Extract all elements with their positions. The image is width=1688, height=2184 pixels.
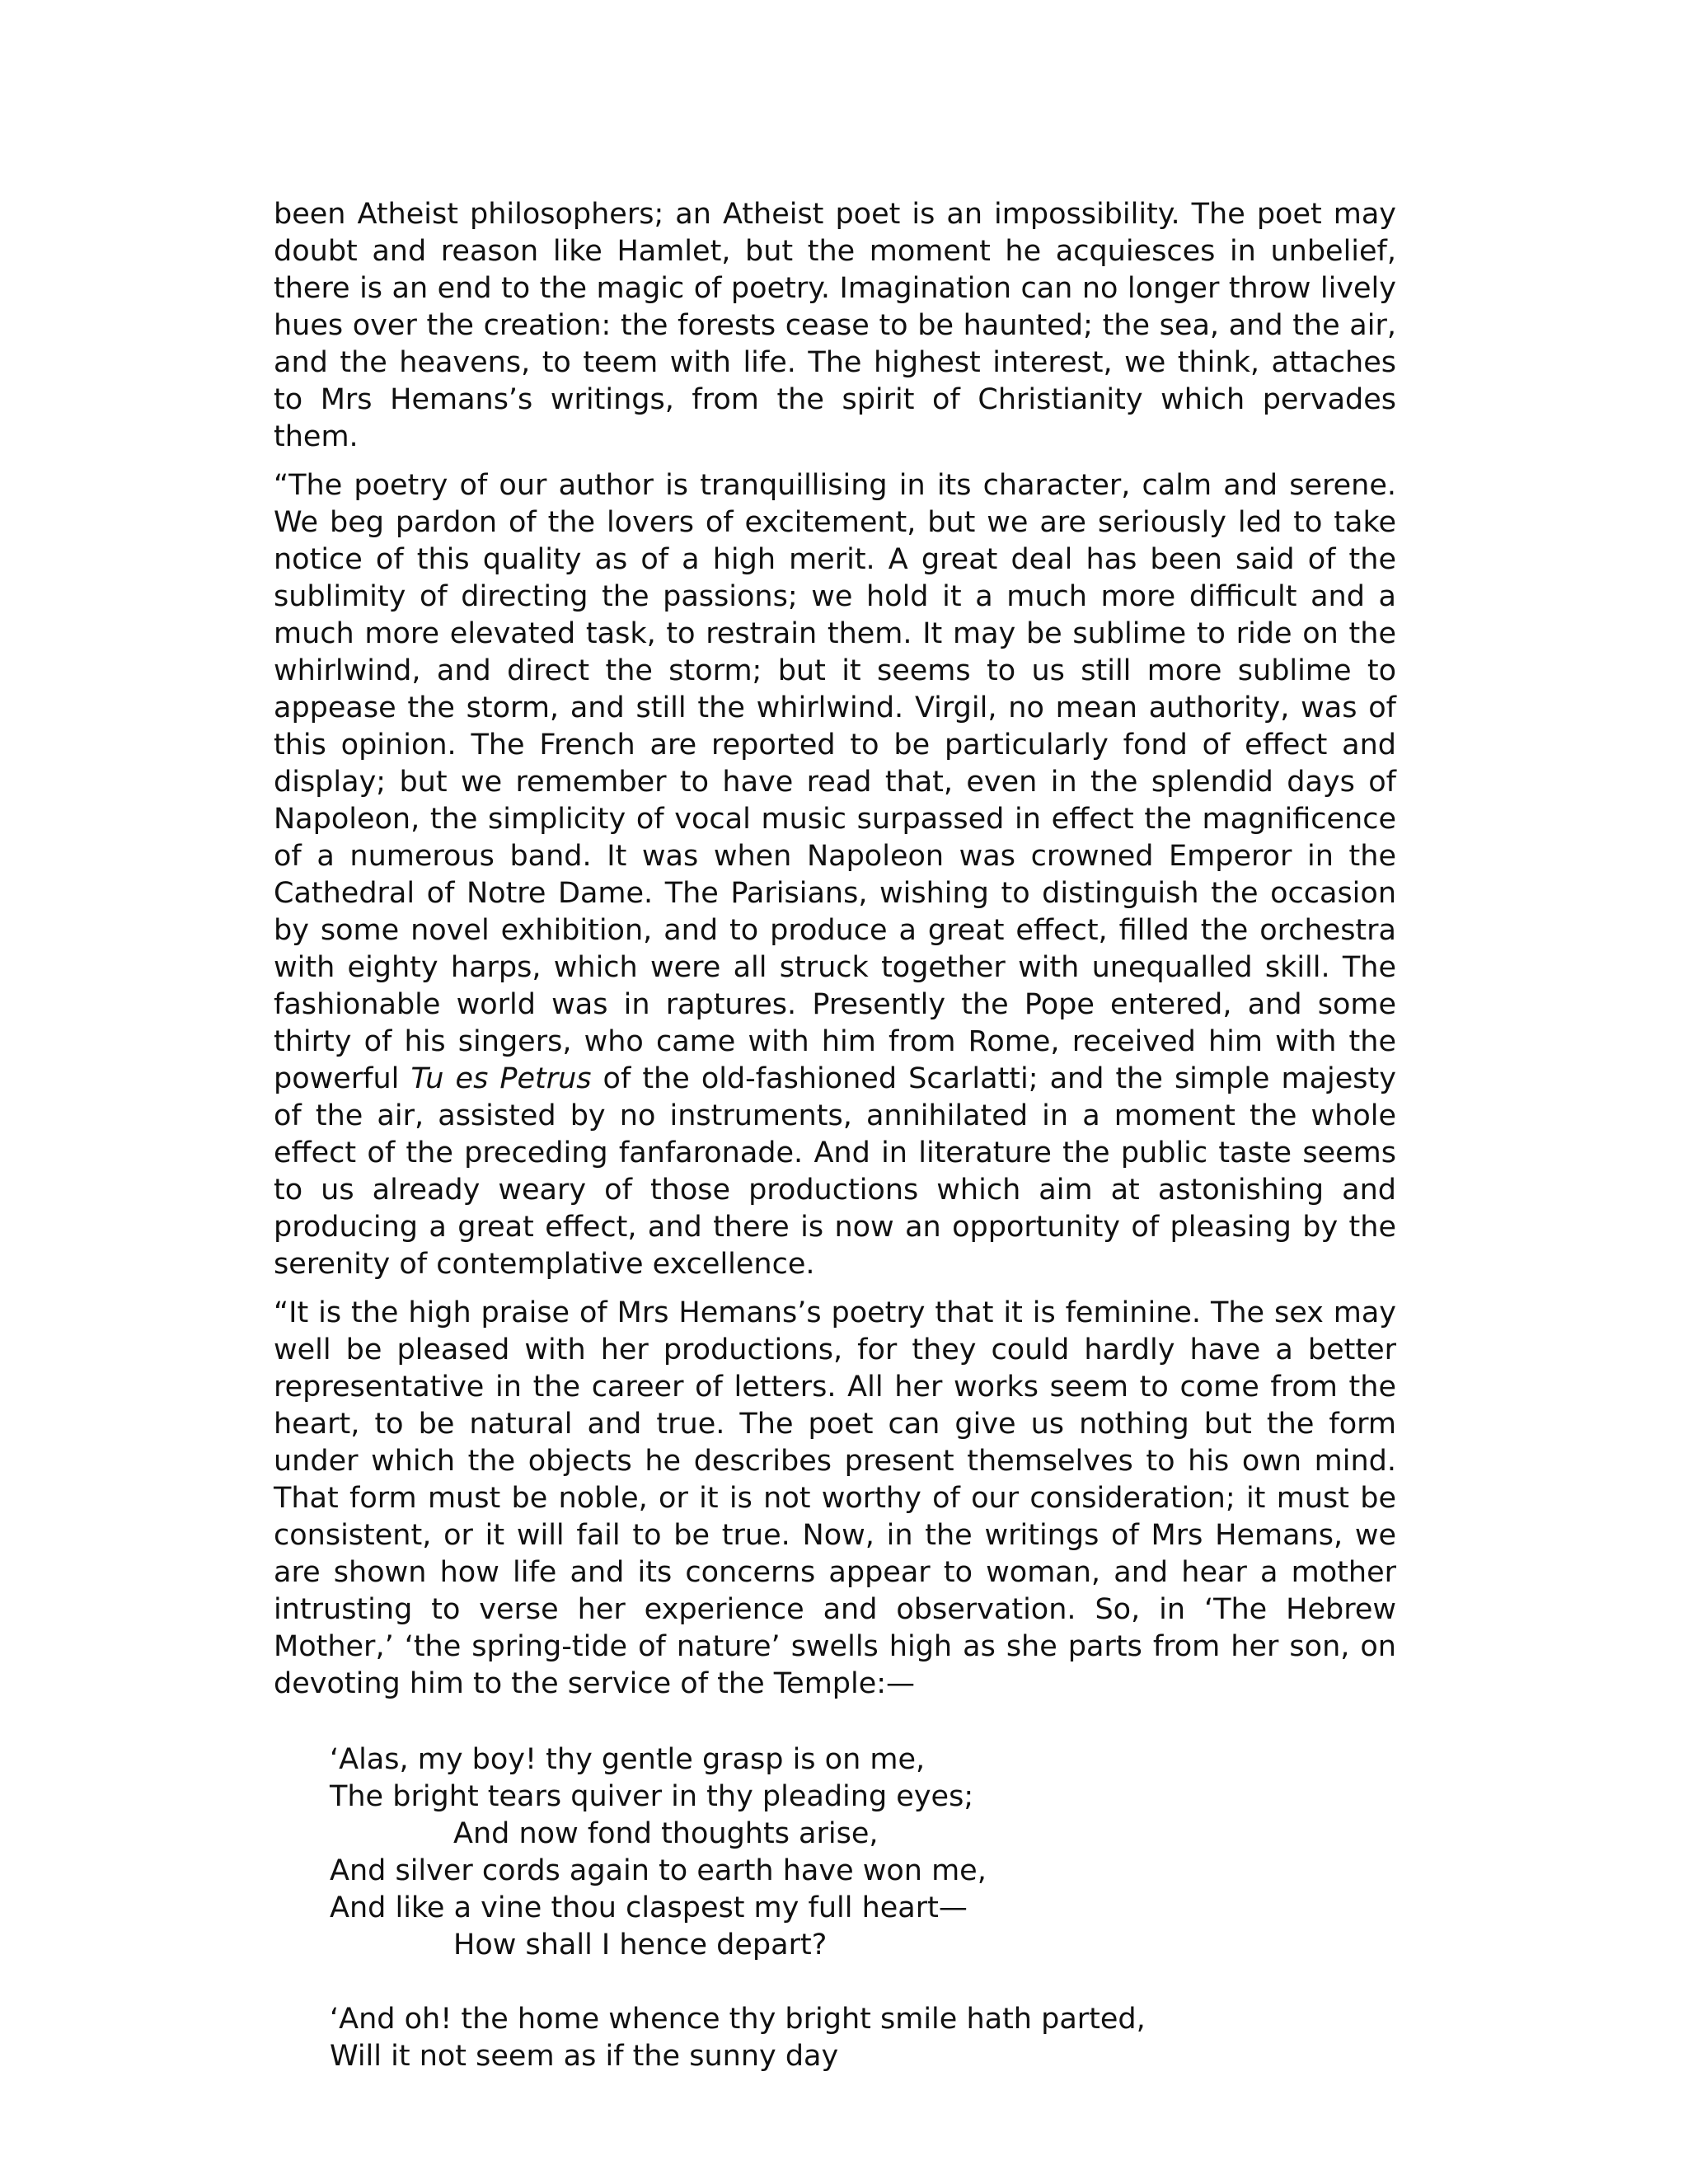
poem-line-indented: And now fond thoughts arise,	[453, 1817, 879, 1850]
poem-line: Will it not seem as if the sunny day	[330, 2040, 839, 2073]
poem-quotation	[330, 1741, 1396, 2075]
italic-title-tu-es-petrus: Tu es Petrus	[410, 1062, 592, 1095]
poem-stanza	[330, 1741, 1396, 1964]
paragraph-text-after-italic: of the old-fashioned Scarlatti; and the simple majesty of the air, assisted by no instruments, annihilated in a moment the whole effect of the preceding fanfaronade. And in literature the public taste seems to us already weary of those productions which aim at astonishing and producing a great effect, and there is now an opportunity of pleasing by the serenity of contemplative excellence.	[274, 1062, 1396, 1281]
poem-line: ‘Alas, my boy! thy gentle grasp is on me,	[330, 1743, 926, 1776]
poem-line: ‘And oh! the home whence thy bright smile hath parted,	[330, 2003, 1146, 2036]
paragraph-text-before-italic: “The poetry of our author is tranquillising in its character, calm and serene. We beg pardon of the lovers of excitement, but we are seriously led to take notice of this quality as of a high merit. A great deal has been said of the sublimity of directing the passions; we hold it a much more difficult and a much more elevated task, to restrain them. It may be sublime to ride on the whirlwind, and direct the storm; but it seems to us still more sublime to appease the storm, and still the whirlwind. Virgil, no mean authority, was of this opinion. The French are reported to be particularly fond of effect and display; but we remember to have read that, even in the splendid days of Napoleon, the simplicity of vocal music surpassed in effect the magnificence of a numerous band. It was when Napoleon was crowned Emperor in the Cathedral of Notre Dame. The Parisians, wishing to distinguish the occasion by some novel exhibition, and to produce a great effect, filled the orchestra with eighty harps, which were all struck together with unequalled skill. The fashionable world was in raptures. Presently the Pope entered, and some thirty of his singers, who came with him from Rome, received him with the powerful	[274, 469, 1396, 1095]
poem-line: The bright tears quiver in thy pleading eyes;	[330, 1780, 974, 1813]
document-page	[274, 196, 1396, 2075]
poem-line: And silver cords again to earth have won me,	[330, 1854, 987, 1887]
poem-line: And like a vine thou claspest my full heart—	[330, 1891, 968, 1924]
paragraph-atheist-poet: been Atheist philosophers; an Atheist poet is an impossibility. The poet may doubt and reason like Hamlet, but the moment he acquiesces in unbelief, there is an end to the magic of poetry. Imagination can no longer throw lively hues over the creation: the forests cease to be haunted; the sea, and the air, and the heavens, to teem with life. The highest interest, we think, attaches to Mrs Hemans’s writings, from the spirit of Christianity which pervades them.	[274, 198, 1396, 453]
poem-line-indented: How shall I hence depart?	[453, 1929, 828, 1961]
poem-stanza	[330, 2001, 1396, 2075]
paragraph-tranquillising-poetry	[274, 467, 1396, 1283]
paragraph-feminine-poetry: “It is the high praise of Mrs Hemans’s poetry that it is feminine. The sex may well be pleased with her productions, for they could hardly have a better representative in the career of letters. All her works seem to come from the heart, to be natural and true. The poet can give us nothing but the form under which the objects he describes present themselves to his own mind. That form must be noble, or it is not worthy of our consideration; it must be consistent, or it will fail to be true. Now, in the writings of Mrs Hemans, we are shown how life and its concerns appear to woman, and hear a mother intrusting to verse her experience and observation. So, in ‘The Hebrew Mother,’ ‘the spring-tide of nature’ swells high as she parts from her son, on devoting him to the service of the Temple:—	[274, 1296, 1396, 1700]
